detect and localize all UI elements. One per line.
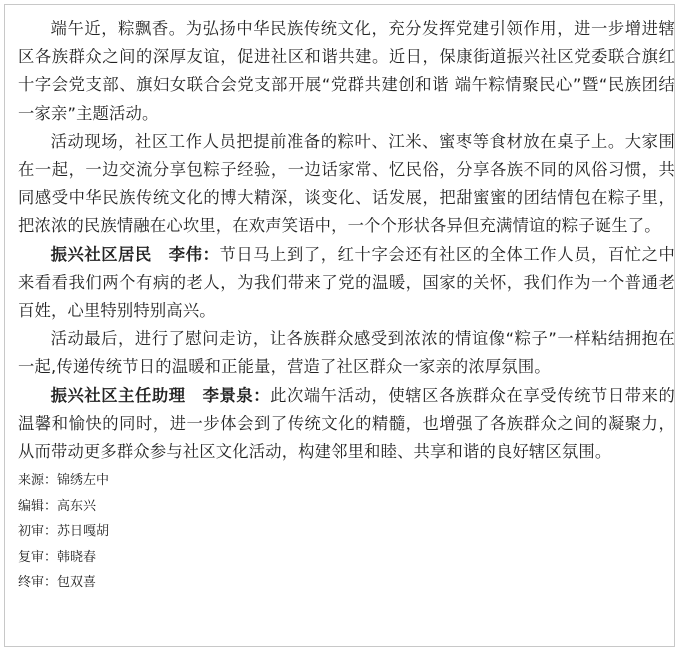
credit-first-review: 初审：苏日嘎胡 [18,524,110,540]
paragraph-closing [18,325,675,381]
article-body [18,15,675,596]
paragraph-text: 端午近，粽飘香。为弘扬中华民族传统文化，充分发挥党建引领作用，进一步增进辖区各族群众之间的深厚友谊，促进社区和谐共建。近日，保康街道振兴社区党委联合旗红十字会党支部、旗妇女联合会党支部开展“党群共建创和谐 端午粽情聚民心”暨“民族团结一家亲”主题活动。 [18,19,675,123]
paragraph-text: 活动最后，进行了慰问走访，让各族群众感受到浓浓的情谊像“粽子”一样粘结拥抱在一起,传递传统节日的温暖和正能量，营造了社区群众一家亲的浓厚氛围。 [18,329,675,377]
article-credits [18,468,675,596]
quote-text: 此次端午活动，使辖区各族群众在享受传统节日带来的温馨和愉快的同时，进一步体会到了传统文化的精髓，也增强了各族群众之间的凝聚力，从而带动更多群众参与社区文化活动，构建邻里和睦、共享和谐的良好辖区氛围。 [18,385,675,462]
credit-second-review: 复审：韩晓春 [18,549,97,565]
credit-editor: 编辑：高东兴 [18,498,97,514]
speaker-label: 振兴社区居民 李伟： [50,244,220,264]
speaker-label: 振兴社区主任助理 李景泉： [50,385,271,405]
paragraph-intro [18,15,675,128]
paragraph-resident-quote [18,241,675,326]
paragraph-activity [18,128,675,241]
quote-text: 节日马上到了，红十字会还有社区的全体工作人员，百忙之中来看看我们两个有病的老人，为我们带来了党的温暖，国家的关怀，我们作为一个普通老百姓，心里特别特别高兴。 [18,244,675,321]
paragraph-assistant-quote [18,382,675,467]
article-frame [4,4,675,647]
paragraph-text: 活动现场，社区工作人员把提前准备的粽叶、江米、蜜枣等食材放在桌子上。大家围在一起，一边交流分享包粽子经验，一边话家常、忆民俗，分享各族不同的风俗习惯，共同感受中华民族传统文化的博大精深，谈变化、话发展，把甜蜜蜜的团结情包在粽子里，把浓浓的民族情融在心坎里，在欢声笑语中，一个个形状各异但充满情谊的粽子诞生了。 [18,131,675,236]
credit-final-review: 终审：包双喜 [18,575,97,591]
credit-source: 来源：锦绣左中 [18,473,110,489]
